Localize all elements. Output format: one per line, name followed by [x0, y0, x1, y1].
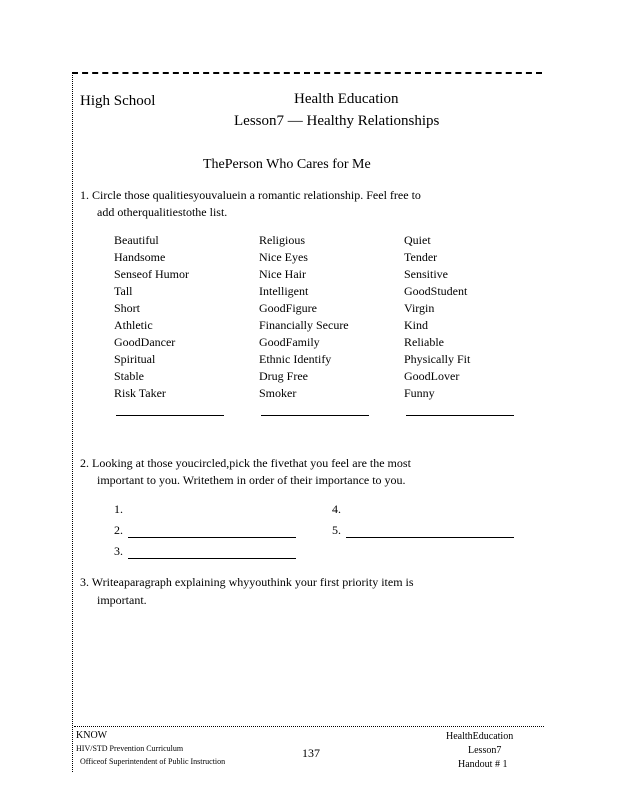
course-title: Health Education — [294, 91, 399, 107]
rank-5-line[interactable] — [346, 537, 514, 538]
rank-number: 2. — [114, 523, 123, 537]
quality-item: Ethnic Identify — [259, 352, 332, 366]
quality-item: GoodFamily — [259, 335, 320, 349]
quality-item: GoodDancer — [114, 335, 176, 349]
quality-item: Funny — [404, 386, 435, 400]
question-2-line-2: important to you. Writethem in order of their importance to you. — [97, 473, 406, 487]
quality-item: Drug Free — [259, 369, 308, 383]
quality-item: Reliable — [404, 335, 444, 349]
footer-course: HealthEducation — [446, 731, 514, 742]
quality-item: Handsome — [114, 250, 166, 264]
quality-item: Nice Eyes — [259, 250, 308, 264]
quality-item: Financially Secure — [259, 318, 349, 332]
handout-title: ThePerson Who Cares for Me — [203, 157, 371, 172]
quality-item: GoodLover — [404, 369, 460, 383]
school-level: High School — [80, 93, 156, 109]
quality-item: Spiritual — [114, 352, 156, 366]
quality-item: Virgin — [404, 301, 435, 315]
footer-office: Officeof Superintendent of Public Instruction — [80, 757, 226, 766]
quality-item: Smoker — [259, 386, 297, 400]
rank-number: 5. — [332, 523, 341, 537]
rank-number: 3. — [114, 544, 123, 558]
quality-item: Religious — [259, 233, 306, 247]
quality-item: GoodStudent — [404, 284, 468, 298]
rank-3-line[interactable] — [128, 558, 296, 559]
rank-number: 4. — [332, 502, 341, 516]
quality-item: GoodFigure — [259, 301, 317, 315]
write-in-line[interactable] — [261, 415, 369, 416]
lesson-title: Lesson7 — Healthy Relationships — [234, 113, 440, 129]
left-border — [72, 72, 73, 772]
top-border — [72, 72, 542, 74]
quality-item: Tall — [114, 284, 133, 298]
quality-item: Quiet — [404, 233, 431, 247]
question-3-line-1: 3. Writeaparagraph explaining whyyouthink your first priority item is — [80, 575, 414, 589]
quality-item: Stable — [114, 369, 144, 383]
quality-item: Intelligent — [259, 284, 309, 298]
quality-item: Short — [114, 301, 141, 315]
footer-lesson: Lesson7 — [468, 745, 502, 756]
quality-item: Senseof Humor — [114, 267, 189, 281]
quality-item: Sensitive — [404, 267, 448, 281]
rank-2-line[interactable] — [128, 537, 296, 538]
quality-item: Risk Taker — [114, 386, 166, 400]
question-1-line-2: add otherqualitiestothe list. — [97, 205, 228, 219]
quality-item: Beautiful — [114, 233, 159, 247]
footer-handout: Handout # 1 — [458, 759, 508, 770]
footer-curriculum: HIV/STD Prevention Curriculum — [76, 744, 184, 753]
quality-item: Athletic — [114, 318, 153, 332]
write-in-line[interactable] — [406, 415, 514, 416]
quality-item: Kind — [404, 318, 428, 332]
question-1-line-1: 1. Circle those qualitiesyouvaluein a romantic relationship. Feel free to — [80, 188, 421, 202]
footer-know: KNOW — [76, 730, 108, 741]
rank-number: 1. — [114, 502, 123, 516]
quality-item: Tender — [404, 250, 438, 264]
page-number: 137 — [302, 746, 320, 760]
quality-item: Nice Hair — [259, 267, 306, 281]
question-3-line-2: important. — [97, 593, 147, 607]
quality-item: Physically Fit — [404, 352, 471, 366]
write-in-line[interactable] — [116, 415, 224, 416]
footer-border — [74, 726, 544, 727]
question-2-line-1: 2. Looking at those youcircled,pick the fivethat you feel are the most — [80, 456, 411, 470]
